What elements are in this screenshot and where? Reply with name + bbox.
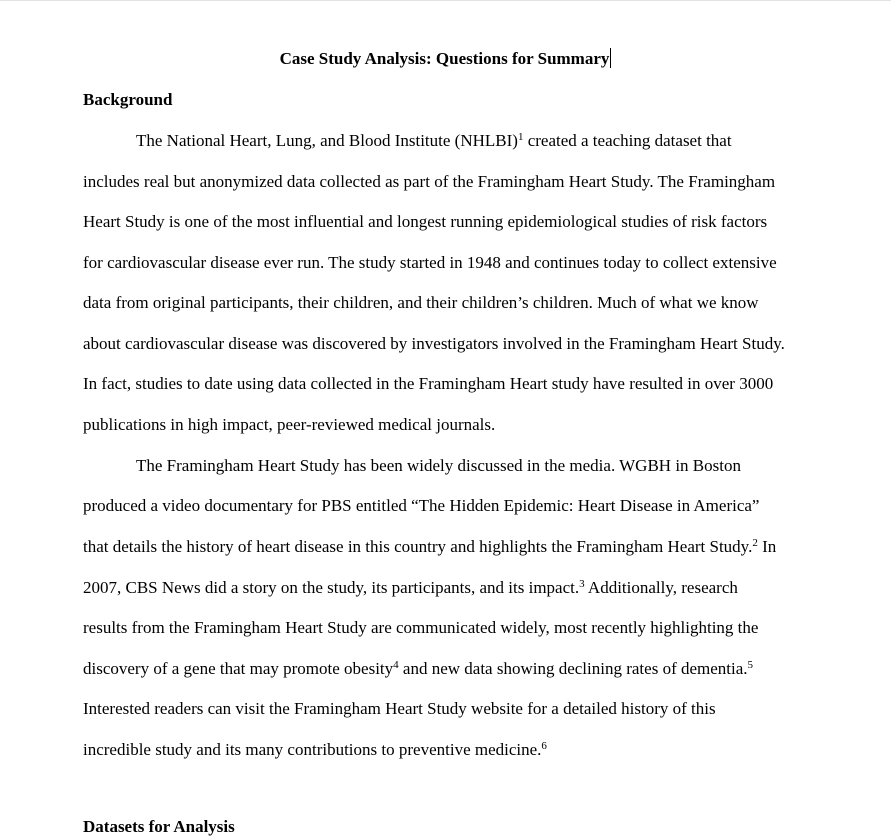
paragraph2-line2: produced a video documentary for PBS entitled “The Hidden Epidemic: Heart Disease in America” xyxy=(83,496,760,515)
paragraph1-line4: for cardiovascular disease ever run. The study started in 1948 and continues today to collect extensive xyxy=(83,253,777,272)
background-heading: Background xyxy=(83,90,173,109)
paragraph2-line4: 2007, CBS News did a story on the study, its participants, and its impact.$^3$ Additionally, research xyxy=(83,578,738,597)
paragraph2-line6: discovery of a gene that may promote obesity$^4$ and new data showing declining rates of dementia.$^5$ xyxy=(83,659,754,678)
footnote-ref-3: 3 xyxy=(579,578,585,590)
footnote-ref-5: 5 xyxy=(747,659,754,671)
paragraph1-line6: about cardiovascular disease was discovered by investigators involved in the Framingham Heart Study. xyxy=(83,334,785,353)
text-cursor xyxy=(610,48,611,68)
document-title[interactable] xyxy=(0,47,891,71)
paragraph1-line5: data from original participants, their children, and their children’s children. Much of what we know xyxy=(83,293,759,312)
paragraph2-line3: that details the history of heart disease in this country and highlights the Framingham Heart Study.$^2$ In xyxy=(83,537,777,556)
paragraph2-line5: results from the Framingham Heart Study are communicated widely, most recently highlighting the xyxy=(83,618,759,637)
paragraph2-line1: The Framingham Heart Study has been widely discussed in the media. WGBH in Boston xyxy=(136,456,741,475)
footnote-ref-1: 1 xyxy=(517,131,524,143)
paragraph1-line7: In fact, studies to date using data collected in the Framingham Heart study have resulted in over 3000 xyxy=(83,374,774,393)
paragraph2-line8: incredible study and its many contributions to preventive medicine.$^6$ xyxy=(83,740,547,759)
document-title-text: Case Study Analysis: Questions for Summary xyxy=(279,49,610,68)
paragraph1-line8: publications in high impact, peer-reviewed medical journals. xyxy=(83,415,496,434)
footnote-ref-2: 2 xyxy=(752,537,758,549)
paragraph1-line2: includes real but anonymized data collected as part of the Framingham Heart Study. The Framingham xyxy=(83,172,776,191)
paragraph2-line7: Interested readers can visit the Framingham Heart Study website for a detailed history of this xyxy=(83,699,716,718)
paragraph1-line3: Heart Study is one of the most influential and longest running epidemiological studies of risk factors xyxy=(83,212,768,231)
paragraph1-line1: The National Heart, Lung, and Blood Institute (NHLBI)$^1$ created a teaching dataset that xyxy=(136,131,732,150)
footnote-ref-4: 4 xyxy=(393,659,399,671)
footnote-ref-6: 6 xyxy=(541,740,547,752)
datasets-heading: Datasets for Analysis xyxy=(83,817,235,836)
